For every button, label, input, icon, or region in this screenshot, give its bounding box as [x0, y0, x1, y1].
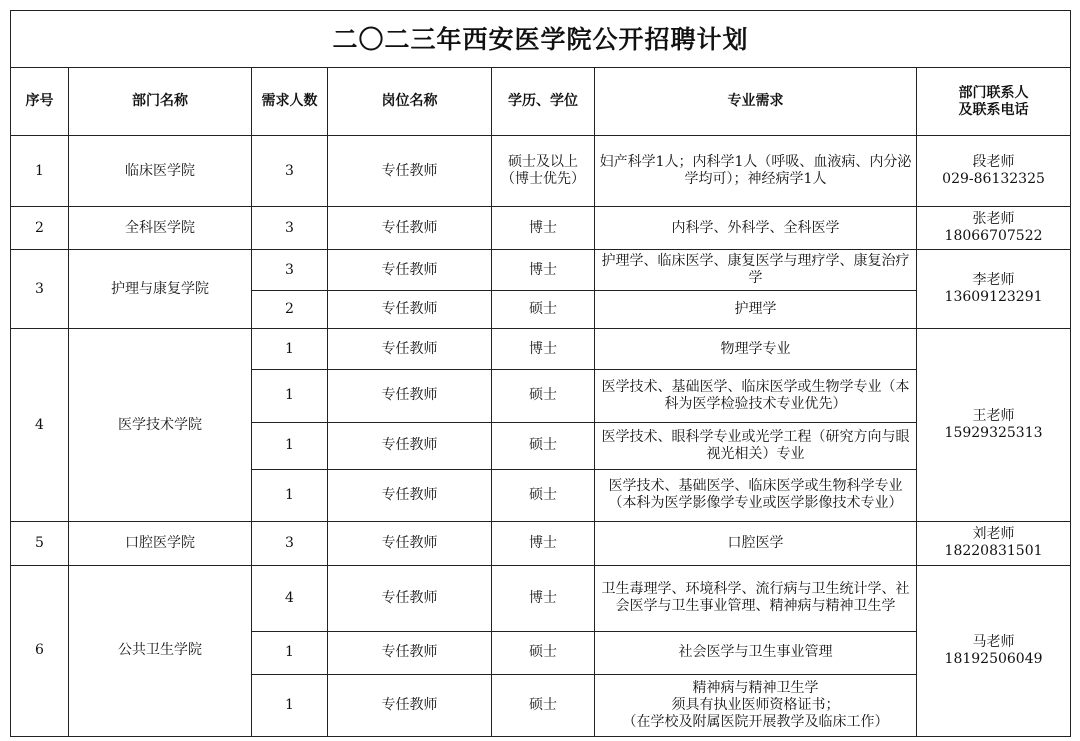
- header-seq: 序号: [11, 68, 69, 136]
- header-contact: [917, 68, 1071, 136]
- position-title: 专任教师: [328, 521, 492, 565]
- position-count: 3: [252, 521, 328, 565]
- contact-name: 段老师: [972, 154, 1015, 171]
- header-count: 需求人数: [252, 68, 328, 136]
- position-title: 专任教师: [328, 329, 492, 370]
- header-edu: 学历、学位: [492, 68, 595, 136]
- header-contact-line1: 部门联系人: [958, 84, 1029, 101]
- dept-seq: 3: [11, 250, 69, 329]
- position-major: 社会医学与卫生事业管理: [595, 631, 917, 674]
- position-title: 专任教师: [328, 674, 492, 736]
- position-title: 专任教师: [328, 207, 492, 250]
- position-count: 4: [252, 565, 328, 631]
- dept-seq: 4: [11, 329, 69, 521]
- dept-name: 口腔医学院: [69, 521, 252, 565]
- contact-name: 李老师: [972, 272, 1015, 289]
- position-education: 博士: [492, 565, 595, 631]
- header-major: 专业需求: [595, 68, 917, 136]
- position-major: 护理学: [595, 291, 917, 329]
- contact-name: 刘老师: [972, 526, 1015, 543]
- dept-contact: [917, 565, 1071, 736]
- position-title: 专任教师: [328, 469, 492, 521]
- dept-name: 临床医学院: [69, 136, 252, 207]
- position-major: 物理学专业: [595, 329, 917, 370]
- dept-seq: 5: [11, 521, 69, 565]
- contact-name: 张老师: [972, 211, 1015, 228]
- position-count: 3: [252, 136, 328, 207]
- position-count: 2: [252, 291, 328, 329]
- dept-contact: [917, 250, 1071, 329]
- position-title: 专任教师: [328, 631, 492, 674]
- dept-contact: [917, 207, 1071, 250]
- position-count: 1: [252, 422, 328, 469]
- contact-phone: 15929325313: [944, 425, 1043, 442]
- dept-name: 公共卫生学院: [69, 565, 252, 736]
- position-count: 1: [252, 631, 328, 674]
- table-row: [11, 329, 1071, 370]
- dept-contact: [917, 329, 1071, 521]
- dept-name: 全科医学院: [69, 207, 252, 250]
- position-major: [595, 469, 917, 521]
- contact-phone: 18192506049: [944, 650, 1043, 667]
- dept-contact: [917, 521, 1071, 565]
- header-post: 岗位名称: [328, 68, 492, 136]
- position-major-line: 须具有执业医师资格证书；: [671, 696, 840, 713]
- position-count: 1: [252, 674, 328, 736]
- position-education: 硕士: [492, 469, 595, 521]
- position-count: 3: [252, 250, 328, 291]
- position-title: 专任教师: [328, 291, 492, 329]
- position-major-line: 精神病与精神卫生学: [692, 679, 819, 696]
- position-education: 博士: [492, 250, 595, 291]
- table-row: [11, 565, 1071, 631]
- dept-seq: 1: [11, 136, 69, 207]
- table-row: [11, 250, 1071, 291]
- table-row: [11, 207, 1071, 250]
- position-major: [595, 674, 917, 736]
- contact-phone: 13609123291: [944, 289, 1043, 306]
- position-major: 妇产科学1人；内科学1人（呼吸、血液病、内分泌学均可）；神经病学1人: [595, 136, 917, 207]
- dept-name: 护理与康复学院: [69, 250, 252, 329]
- position-major: 卫生毒理学、环境科学、流行病与卫生统计学、社会医学与卫生事业管理、精神病与精神卫生学: [595, 565, 917, 631]
- position-count: 1: [252, 329, 328, 370]
- position-major: 医学技术、基础医学、临床医学或生物学专业（本科为医学检验技术专业优先）: [595, 370, 917, 422]
- position-major-text: 医学技术、基础医学、临床医学或生物科学专业（本科为医学影像学专业或医学影像技术专业）: [608, 478, 903, 512]
- header-contact-line2: 及联系电话: [958, 101, 1029, 118]
- position-title: 专任教师: [328, 136, 492, 207]
- position-major: 医学技术、眼科学专业或光学工程（研究方向与眼视光相关）专业: [595, 422, 917, 469]
- contact-phone: 029-86132325: [942, 171, 1045, 188]
- table-row: [11, 521, 1071, 565]
- position-title: 专任教师: [328, 250, 492, 291]
- position-education: 硕士: [492, 674, 595, 736]
- position-title: 专任教师: [328, 370, 492, 422]
- position-education: 博士: [492, 521, 595, 565]
- contact-name: 王老师: [972, 408, 1015, 425]
- position-education: 博士: [492, 329, 595, 370]
- position-education: 硕士: [492, 291, 595, 329]
- recruitment-plan-table: [10, 10, 1071, 737]
- position-major: 护理学、临床医学、康复医学与理疗学、康复治疗学: [595, 250, 917, 291]
- dept-contact: [917, 136, 1071, 207]
- position-major: 内科学、外科学、全科医学: [595, 207, 917, 250]
- position-education: 硕士: [492, 631, 595, 674]
- position-education: 硕士: [492, 370, 595, 422]
- table-row: [11, 136, 1071, 207]
- contact-phone: 18220831501: [944, 543, 1043, 560]
- page-title: 二〇二三年西安医学院公开招聘计划: [11, 11, 1071, 68]
- position-count: 3: [252, 207, 328, 250]
- contact-name: 马老师: [972, 633, 1015, 650]
- position-major-line: （在学校及附属医院开展教学及临床工作）: [622, 713, 889, 730]
- position-education: 博士: [492, 207, 595, 250]
- position-education: 硕士及以上（博士优先）: [492, 136, 595, 207]
- position-title: 专任教师: [328, 422, 492, 469]
- dept-name: 医学技术学院: [69, 329, 252, 521]
- header-dept: 部门名称: [69, 68, 252, 136]
- position-title: 专任教师: [328, 565, 492, 631]
- position-education: 硕士: [492, 422, 595, 469]
- position-count: 1: [252, 469, 328, 521]
- dept-seq: 2: [11, 207, 69, 250]
- contact-phone: 18066707522: [944, 228, 1043, 245]
- position-major: 口腔医学: [595, 521, 917, 565]
- dept-seq: 6: [11, 565, 69, 736]
- position-count: 1: [252, 370, 328, 422]
